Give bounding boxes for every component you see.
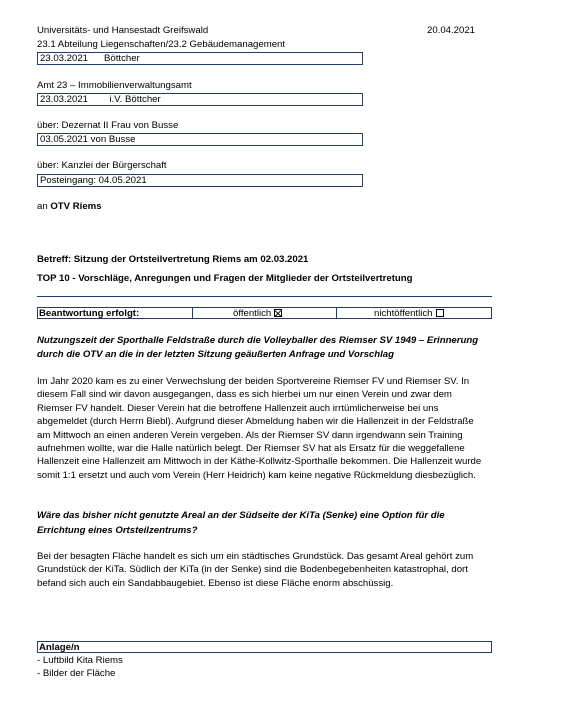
attachment-item-1: - Luftbild Kita Riems (37, 655, 123, 666)
section-1-heading-line-1: Nutzungszeit der Sporthalle Feldstraße durch die Volleyballer des Riemser SV 1949 – Erinnerung (37, 335, 479, 346)
answer-row-divider-2 (336, 308, 337, 318)
routing-box-kanzlei (37, 174, 363, 187)
recipient-name: OTV Riems (50, 201, 102, 212)
unchecked-box-icon[interactable] (436, 309, 444, 317)
answer-private-option (374, 308, 444, 318)
institution-name: Universitäts- und Hansestadt Greifswald (37, 25, 209, 36)
answer-row-divider-1 (192, 308, 193, 318)
subject-divider (37, 296, 492, 297)
section-1-heading-line-2: durch die OTV an die in der letzten Sitzung geäußerten Anfrage und Vorschlag (37, 349, 394, 360)
routing-box-dezernat-text: 03.05.2021 von Busse (40, 134, 136, 145)
answer-public-option (233, 308, 282, 318)
department-name: 23.1 Abteilung Liegenschaften/23.2 Gebäudemanagement (37, 39, 286, 50)
section-2-heading-line-1: Wäre das bisher nicht genutzte Areal an der Südseite der KiTa (Senke) eine Option für die (37, 510, 445, 521)
checked-box-icon[interactable] (274, 309, 282, 317)
answer-status-row (37, 307, 492, 319)
attachments-header (37, 641, 492, 653)
routing-box-amt (37, 93, 363, 106)
subject-betreff: Betreff: Sitzung der Ortsteilvertretung Riems am 02.03.2021 (37, 254, 309, 265)
routing-label-amt: Amt 23 – Immobilienverwaltungsamt (37, 80, 192, 91)
document-date: 20.04.2021 (427, 25, 476, 36)
department-signoff-text: 23.03.2021 Böttcher (40, 53, 140, 64)
routing-box-dezernat (37, 133, 363, 146)
recipient-line (37, 201, 102, 212)
routing-label-dezernat: über: Dezernat II Frau von Busse (37, 120, 179, 131)
subject-top: TOP 10 - Vorschläge, Anregungen und Fragen der Mitglieder der Ortsteilvertretung (37, 273, 413, 284)
routing-box-amt-text: 23.03.2021 i.V. Böttcher (40, 94, 161, 105)
routing-box-kanzlei-text: Posteingang: 04.05.2021 (40, 175, 147, 186)
recipient-prefix: an (37, 201, 48, 212)
section-2-heading-line-2: Errichtung eines Ortsteilzentrums? (37, 525, 198, 536)
answer-status-label: Beantwortung erfolgt: (39, 308, 140, 319)
answer-public-label: öffentlich (233, 308, 272, 319)
section-2-body: Bei der besagten Fläche handelt es sich um ein städtisches Grundstück. Das gesamt Areal gehört zum Grundstück der KiTa. Südlich der KiTa (in der Senke) sind die Bodenbegebenheiten katastrophal, dort befand sich auch ein Sandabbaugebiet. Ebenso ist diese Fläche enorm abschüssig. (37, 551, 474, 589)
department-signoff-box (37, 52, 363, 65)
attachments-label: Anlage/n (39, 642, 80, 653)
routing-label-kanzlei: über: Kanzlei der Bürgerschaft (37, 160, 167, 171)
attachment-item-2: - Bilder der Fläche (37, 668, 116, 679)
answer-private-label: nichtöffentlich (374, 308, 433, 319)
section-1-body: Im Jahr 2020 kam es zu einer Verwechslung der beiden Sportvereine Riemser FV und Riemser SV. In diesem Fall sind wir davon ausgegangen, dass es sich hierbei um nur einen Verein und zwar dem Riemser FV handelt. Dieser Verein hat die betroffene Hallenzeit auch irrtümlicherweise bei uns abgemeldet (durch Herrn Biebl). Aufgrund dieser Abmeldung haben wir die Hallenzeit in der Feldstraße am Mittwoch an einen anderen Verein vergeben. Als der Riemser SV dann irgendwann sein Training aufnehmen wollte, war die Halle natürlich belegt. Der Riemser SV hat als Ersatz für die weggefallene Hallenzeit eine Hallenzeit am Mittwoch in der Käthe-Kollwitz-Sporthalle bekommen. Die Hallenzeit wurde somit 1:1 ersetzt und auch vom Verein (Herr Heidrich) kam keine negative Rückmeldung diesbezüglich. (37, 376, 482, 481)
